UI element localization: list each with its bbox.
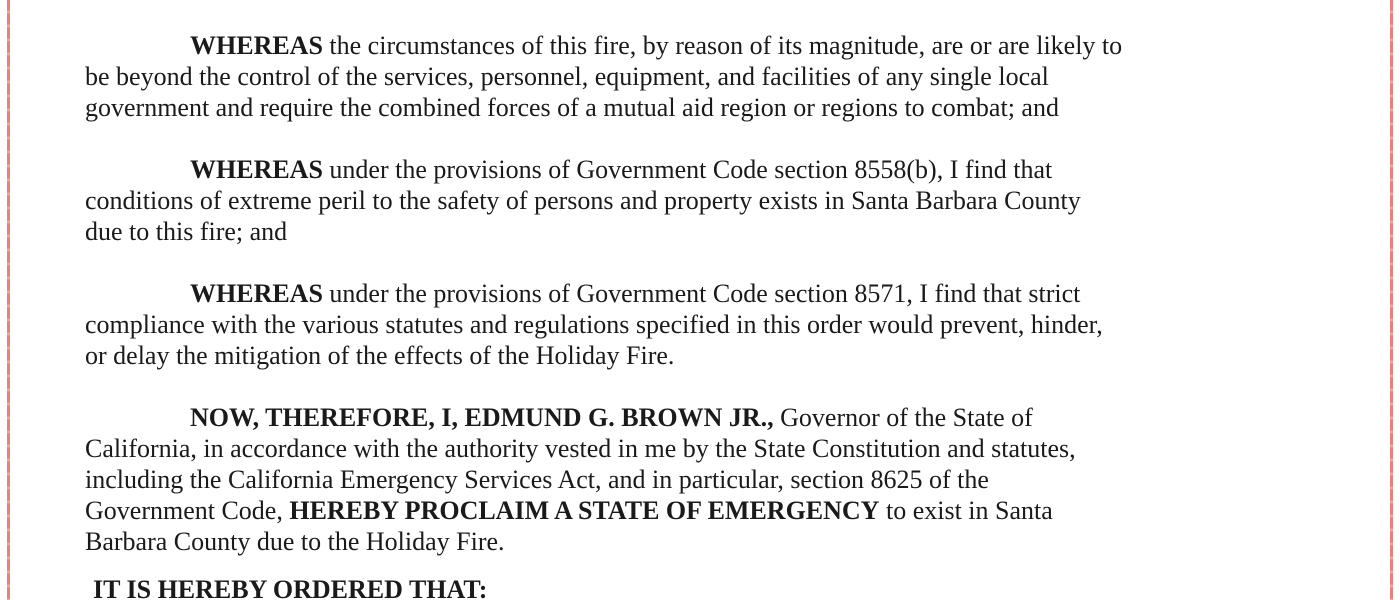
proclamation-body — [85, 30, 1335, 588]
paragraph-line: conditions of extreme peril to the safety of persons and property exists in Santa Barbara County — [85, 186, 1081, 215]
paragraph-line: Barbara County due to the Holiday Fire. — [85, 527, 505, 556]
paragraph-line: WHEREAS the circumstances of this fire, by reason of its magnitude, are or are likely to — [190, 31, 1123, 60]
paragraph-line: including the California Emergency Services Act, and in particular, section 8625 of the — [85, 465, 989, 494]
whereas-paragraph-1 — [85, 30, 1335, 123]
proclamation-paragraph — [85, 402, 1335, 557]
paragraph-line: government and require the combined forces of a mutual aid region or regions to combat; and — [85, 93, 1059, 122]
whereas-paragraph-3 — [85, 278, 1335, 371]
paragraph-line: be beyond the control of the services, personnel, equipment, and facilities of any single local — [85, 62, 1049, 91]
paragraph-line: due to this fire; and — [85, 217, 288, 246]
paragraph-line: or delay the mitigation of the effects of the Holiday Fire. — [85, 341, 675, 370]
paragraph-line: WHEREAS under the provisions of Government Code section 8571, I find that strict — [190, 279, 1081, 308]
paragraph-line: NOW, THEREFORE, I, EDMUND G. BROWN JR., Governor of the State of — [190, 403, 1033, 432]
paragraph-line: WHEREAS under the provisions of Government Code section 8558(b), I find that — [190, 155, 1053, 184]
decorative-border-left — [7, 0, 10, 600]
whereas-paragraph-2 — [85, 154, 1335, 247]
paragraph-line: Government Code, HEREBY PROCLAIM A STATE OF EMERGENCY to exist in Santa — [85, 496, 1053, 525]
decorative-border-right — [1390, 0, 1393, 600]
paragraph-line: California, in accordance with the authority vested in me by the State Constitution and statutes, — [85, 434, 1076, 463]
order-heading: IT IS HEREBY ORDERED THAT: — [93, 575, 488, 600]
paragraph-line: compliance with the various statutes and regulations specified in this order would prevent, hinder, — [85, 310, 1103, 339]
